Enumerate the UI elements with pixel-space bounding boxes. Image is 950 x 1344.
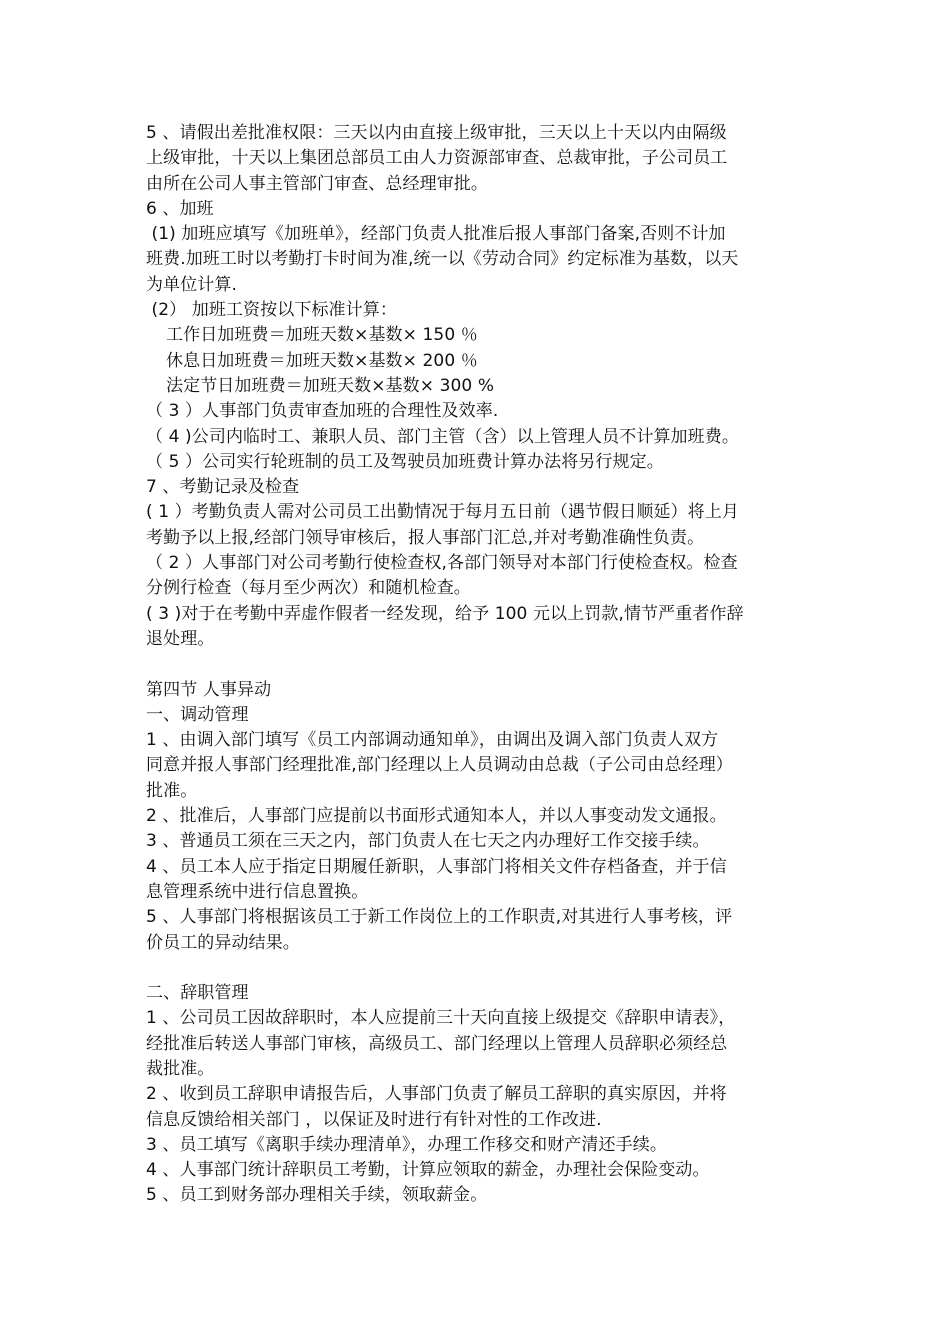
formula-line: 法定节日加班费＝加班天数×基数× 300 % bbox=[166, 375, 495, 396]
text-line: 考勤予以上报,经部门领导审核后，报人事部门汇总,并对考勤准确性负责。 bbox=[146, 527, 705, 548]
blank-line bbox=[146, 956, 816, 981]
text-line: ( 3 )对于在考勤中弄虚作假者一经发现，给予 100 元以上罚款,情节严重者作辞 bbox=[146, 603, 744, 624]
text-line: （ 2 ）人事部门对公司考勤行使检查权,各部门领导对本部门行使检查权。检查 bbox=[146, 553, 738, 574]
formula-line: 工作日加班费＝加班天数×基数× 150 ％ bbox=[166, 325, 478, 346]
text-line: 4 、人事部门统计辞职员工考勤，计算应领取的薪金，办理社会保险变动。 bbox=[146, 1160, 710, 1181]
text-line: 经批准后转送人事部门审核，高级员工、部门经理以上管理人员辞职必须经总 bbox=[146, 1033, 728, 1054]
formula-line: 休息日加班费＝加班天数×基数× 200 ％ bbox=[166, 350, 478, 371]
section-heading: 一、调动管理 bbox=[146, 704, 249, 725]
text-line: 3 、员工填写《离职手续办理清单》，办理工作移交和财产清还手续。 bbox=[146, 1134, 667, 1155]
text-line: 由所在公司人事主管部门审查、总经理审批。 bbox=[146, 173, 488, 194]
text-line: 裁批准。 bbox=[146, 1058, 215, 1079]
text-line: 2 、收到员工辞职申请报告后，人事部门负责了解员工辞职的真实原因，并将 bbox=[146, 1084, 727, 1105]
blank-line bbox=[146, 652, 816, 677]
text-line: 1 、公司员工因故辞职时，本人应提前三十天向直接上级提交《辞职申请表》， bbox=[146, 1008, 736, 1029]
text-line: 5 、人事部门将根据该员工于新工作岗位上的工作职责,对其进行人事考核，评 bbox=[146, 907, 733, 928]
section-heading: 二、辞职管理 bbox=[146, 983, 249, 1004]
document-body bbox=[146, 121, 816, 1209]
text-line: (1) 加班应填写《加班单》，经部门负责人批准后报人事部门备案,否则不计加 bbox=[146, 224, 726, 245]
text-line: （ 4 )公司内临时工、兼职人员、部门主管（含）以上管理人员不计算加班费。 bbox=[146, 426, 739, 447]
section-heading: 6 、加班 bbox=[146, 198, 214, 219]
text-line: 信息反馈给相关部门 ，以保证及时进行有针对性的工作改进. bbox=[146, 1109, 602, 1130]
text-line: 同意并报人事部门经理批准,部门经理以上人员调动由总裁（子公司由总经理） bbox=[146, 755, 733, 776]
chapter-heading: 第四节 人事异动 bbox=[146, 679, 272, 700]
text-line: 3 、普通员工须在三天之内，部门负责人在七天之内办理好工作交接手续。 bbox=[146, 831, 710, 852]
text-line: （ 3 ）人事部门负责审查加班的合理性及效率. bbox=[146, 401, 499, 422]
text-line: 5 、员工到财务部办理相关手续，领取薪金。 bbox=[146, 1185, 488, 1206]
text-line: 班费.加班工时以考勤打卡时间为准,统一以《劳动合同》约定标准为基数，以天 bbox=[146, 249, 739, 270]
text-line: 5 、请假出差批准权限：三天以内由直接上级审批，三天以上十天以内由隔级 bbox=[146, 123, 727, 143]
text-line: 1 、由调入部门填写《员工内部调动通知单》，由调出及调入部门负责人双方 bbox=[146, 730, 719, 751]
text-line: 4 、员工本人应于指定日期履任新职，人事部门将相关文件存档备查，并于信 bbox=[146, 856, 727, 877]
text-line: ( 1 ）考勤负责人需对公司员工出勤情况于每月五日前（遇节假日顺延）将上月 bbox=[146, 502, 739, 523]
section-heading: 7 、考勤记录及检查 bbox=[146, 477, 300, 498]
text-line: 2 、批准后，人事部门应提前以书面形式通知本人，并以人事变动发文通报。 bbox=[146, 806, 727, 827]
text-line: （ 5 ）公司实行轮班制的员工及驾驶员加班费计算办法将另行规定。 bbox=[146, 451, 664, 472]
text-line: 价员工的异动结果。 bbox=[146, 932, 300, 953]
text-line: (2） 加班工资按以下标准计算： bbox=[146, 300, 397, 321]
text-line: 批准。 bbox=[146, 780, 198, 801]
text-line: 分例行检查（每月至少两次）和随机检查。 bbox=[146, 578, 471, 599]
text-line: 退处理。 bbox=[146, 628, 215, 649]
text-line: 息管理系统中进行信息置换。 bbox=[146, 881, 369, 902]
text-line: 为单位计算. bbox=[146, 274, 238, 295]
text-line: 上级审批，十天以上集团总部员工由人力资源部审查、总裁审批，子公司员工 bbox=[146, 148, 728, 169]
